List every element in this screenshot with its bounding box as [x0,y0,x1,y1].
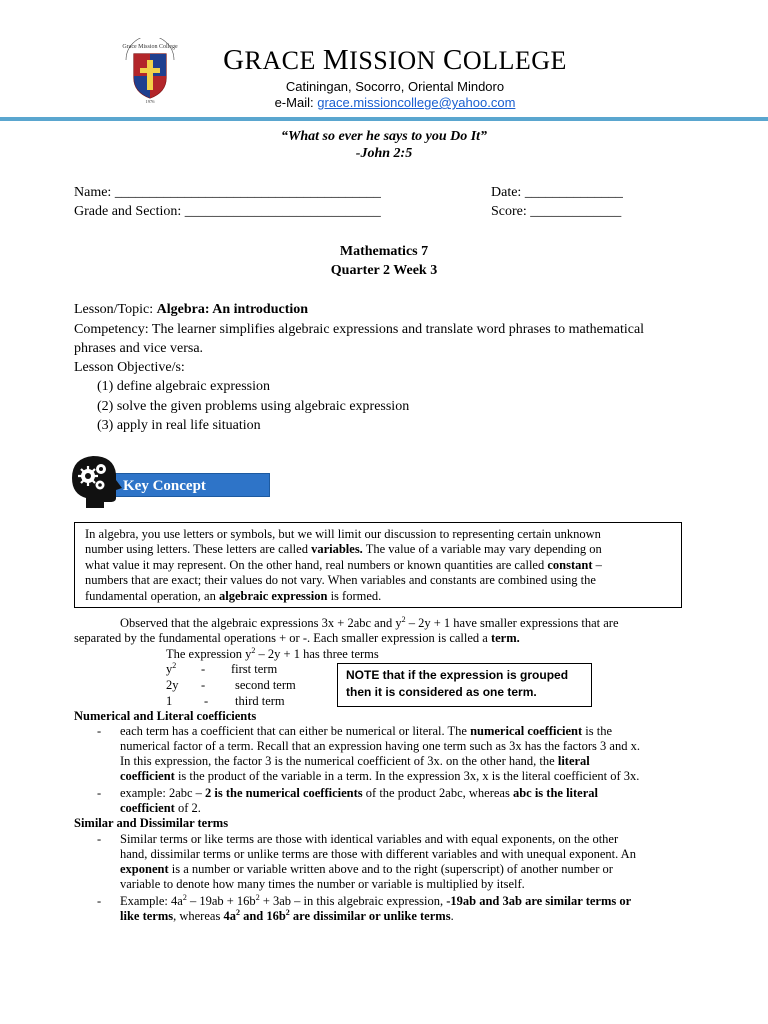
college-name: GRACE MISSION COLLEGE [223,44,567,76]
objective-item: (1) define algebraic expression [97,379,270,394]
header-divider [0,117,768,121]
coefficient-example: example: 2abc – 2 is the numerical coefficients of the product 2abc, whereas abc is the literal coefficient of 2. [120,786,599,815]
subject-period: Quarter 2 Week 3 [330,263,438,278]
term-row: $y^2$ - first term [166,660,278,676]
name-field: Name: ______________________________________ [74,185,381,200]
bullet-dash: - [97,832,102,846]
score-field: Score: _____________ [491,204,622,219]
motto-verse: -John 2:5 [355,146,413,161]
objectives-label: Lesson Objective/s: [74,360,185,375]
svg-text:1976: 1976 [145,99,155,104]
similar-terms-explanation: Similar terms or like terms are those with identical variables and with equal exponents, on the other hand, dissimilar terms or unlike terms are those with different variables and with unequal exponent. An exponent is a number or variable written above and to the right (superscript) of another number or variable to denote how many times the number or variable is multiplied by itself. [120,832,636,891]
term-row: 1 - third term [166,694,285,708]
concept-definition-box: In algebra, you use letters or symbols, but we will limit our discussion to representing certain unknown number using letters. These letters are called variables. The value of a variable may vary depending on what value it may represent. On the other hand, real numbers or known quantities are called constant – numbers that are exact; their values do not vary. When variables and constants are combined using the fundamental operation, an algebraic expression is formed. [74,522,682,608]
date-field: Date: ______________ [491,185,623,200]
similar-terms-heading: Similar and Dissimilar terms [74,816,229,830]
bullet-dash: - [97,786,102,800]
objective-item: (3) apply in real life situation [97,418,261,433]
expression-terms-intro: The expression $y^2 - 2y + 1$ has three terms [166,645,379,661]
email-link[interactable]: grace.missioncollege@yahoo.com [317,95,516,110]
lesson-topic: Lesson/Topic: Algebra: An introduction [74,302,309,317]
bullet-dash: - [97,894,102,908]
competency: Competency: The learner simplifies algebraic expressions and translate word phrases to mathematical phrases and vice versa. [74,322,645,356]
grade-section-field: Grade and Section: ____________________________ [74,204,381,219]
subject-title: Mathematics 7 [339,244,429,259]
head-gears-icon [66,452,124,510]
observed-paragraph: Observed that the algebraic expressions 3x + 2abc and $y^2 - 2y + 1$ have smaller expressions that are separated by the fundamental operations + or -. Each smaller expression is called a term. [74,614,619,645]
bullet-dash: - [97,724,102,738]
svg-text:Grace Mission College: Grace Mission College [122,44,178,50]
email-label: e-Mail: [274,95,314,110]
similar-terms-example: Example: $4a^2 - 19ab + 16b^2 + 3ab$ – in this algebraic expression, -19ab and 3ab are similar terms or like terms, whereas $4a^2$ and $16b^2$ are dissimilar or unlike terms. [120,892,632,923]
coefficients-heading: Numerical and Literal coefficients [74,709,257,723]
motto-quote: “What so ever he says to you Do It” [280,129,488,144]
key-concept-banner: Key Concept [113,473,270,497]
note-box: NOTE that if the expression is grouped then it is considered as one term. [337,663,592,707]
objective-item: (2) solve the given problems using algebraic expression [97,399,410,414]
term-row: 2y - second term [166,678,296,692]
college-address: Catiningan, Socorro, Oriental Mindoro [285,79,505,94]
coefficient-explanation: each term has a coefficient that can either be numerical or literal. The numerical coefficient is the numerical factor of a term. Recall that an expression having one term such as 3x has the factors 3 and x. In this expression, the factor 3 is the numerical coefficient of 3x. on the other hand, the literal coefficient is the product of the variable in a term. In the expression 3x, x is the literal coefficient of 3x. [120,724,640,783]
college-email-line [160,95,630,110]
